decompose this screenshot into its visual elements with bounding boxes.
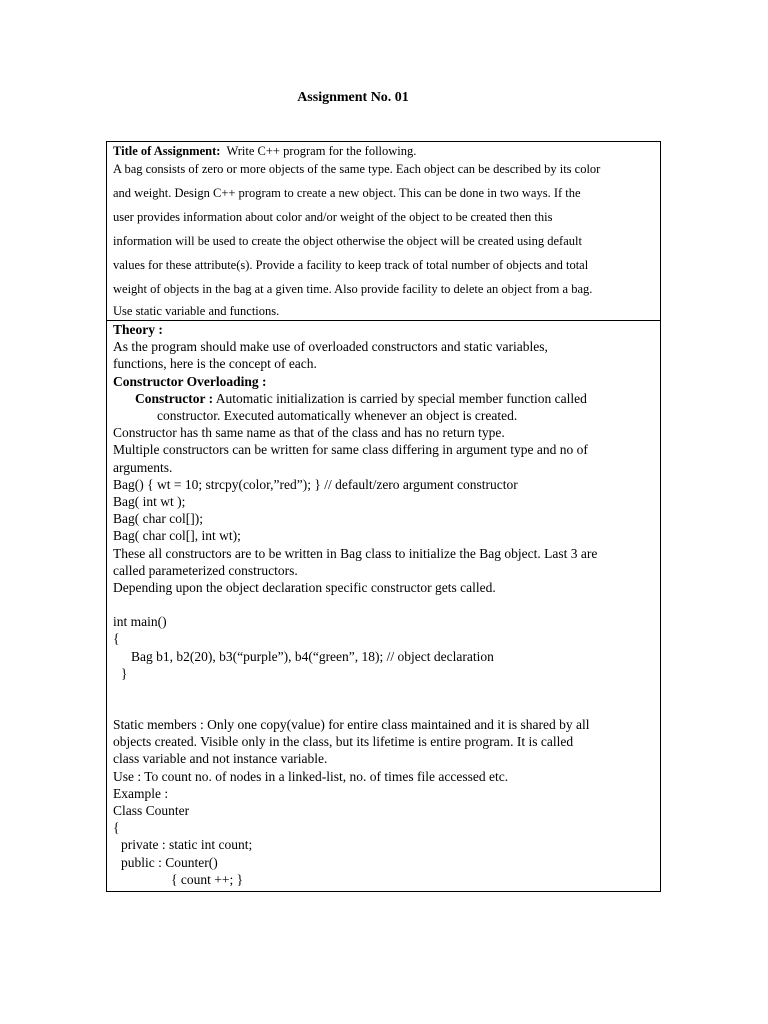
- example-line: Example :: [113, 785, 169, 801]
- title-text: Write C++ program for the following.: [226, 144, 417, 158]
- code-line: private : static int count;: [121, 837, 253, 853]
- these-line: called parameterized constructors.: [113, 562, 298, 578]
- code-line: Class Counter: [113, 803, 190, 819]
- desc-line: and weight. Design C++ program to create a new object. This can be done in two ways. If the: [113, 186, 581, 200]
- desc-line: Use static variable and functions.: [113, 304, 280, 318]
- code-line: int main(): [113, 614, 167, 630]
- theory-label: Theory :: [113, 322, 163, 337]
- multiple-line: arguments.: [113, 459, 173, 475]
- theory-intro-line: As the program should make use of overloaded constructors and static variables,: [113, 339, 548, 355]
- static-line: objects created. Visible only in the class, but its lifetime is entire program. It is called: [113, 734, 574, 750]
- overloading-heading: Constructor Overloading :: [113, 373, 267, 389]
- use-line: Use : To count no. of nodes in a linked-list, no. of times file accessed etc.: [113, 768, 509, 784]
- code-line: {: [113, 820, 120, 836]
- these-line: These all constructors are to be written in Bag class to initialize the Bag object. Last 3 are: [113, 545, 598, 561]
- static-line: class variable and not instance variable.: [113, 751, 328, 767]
- desc-line: A bag consists of zero or more objects of the same type. Each object can be described by its color: [113, 162, 601, 176]
- multiple-line: Multiple constructors can be written for same class differing in argument type and no of: [113, 442, 588, 458]
- theory-section: [107, 321, 660, 891]
- constructor-text-2: constructor. Executed automatically whenever an object is created.: [157, 408, 518, 424]
- signature-line: Bag() { wt = 10; strcpy(color,”red”); } // default/zero argument constructor: [113, 476, 518, 492]
- desc-line: values for these attribute(s). Provide a facility to keep track of total number of objects and total: [113, 258, 589, 272]
- signature-line: Bag( int wt );: [113, 494, 186, 510]
- assignment-box: [106, 141, 661, 892]
- constructor-label: Constructor :: [135, 390, 214, 406]
- constructor-definition: [113, 390, 654, 407]
- constructor-text: Automatic initialization is carried by special member function called: [215, 390, 587, 406]
- desc-line: information will be used to create the object otherwise the object will be created using default: [113, 234, 582, 248]
- code-line: {: [113, 631, 120, 647]
- desc-line: weight of objects in the bag at a given time. Also provide facility to delete an object from a bag.: [113, 282, 593, 296]
- theory-intro-line: functions, here is the concept of each.: [113, 356, 317, 372]
- code-line: { count ++; }: [171, 871, 244, 887]
- title-description: [113, 157, 654, 321]
- name-rule: Constructor has th same name as that of the class and has no return type.: [113, 425, 505, 441]
- code-line: }: [121, 665, 128, 681]
- code-line: Bag b1, b2(20), b3(“purple”), b4(“green”, 18); // object declaration: [131, 648, 494, 664]
- title-label: Title of Assignment:: [113, 144, 221, 158]
- page-heading: Assignment No. 01: [297, 90, 409, 105]
- static-line: Static members : Only one copy(value) for entire class maintained and it is shared by all: [113, 717, 590, 733]
- code-line: public : Counter(): [121, 854, 218, 870]
- signature-line: Bag( char col[]);: [113, 511, 203, 527]
- signature-line: Bag( char col[], int wt);: [113, 528, 241, 544]
- depending-line: Depending upon the object declaration specific constructor gets called.: [113, 580, 496, 596]
- desc-line: user provides information about color and/or weight of the object to be created then this: [113, 210, 553, 224]
- title-section: [107, 142, 660, 321]
